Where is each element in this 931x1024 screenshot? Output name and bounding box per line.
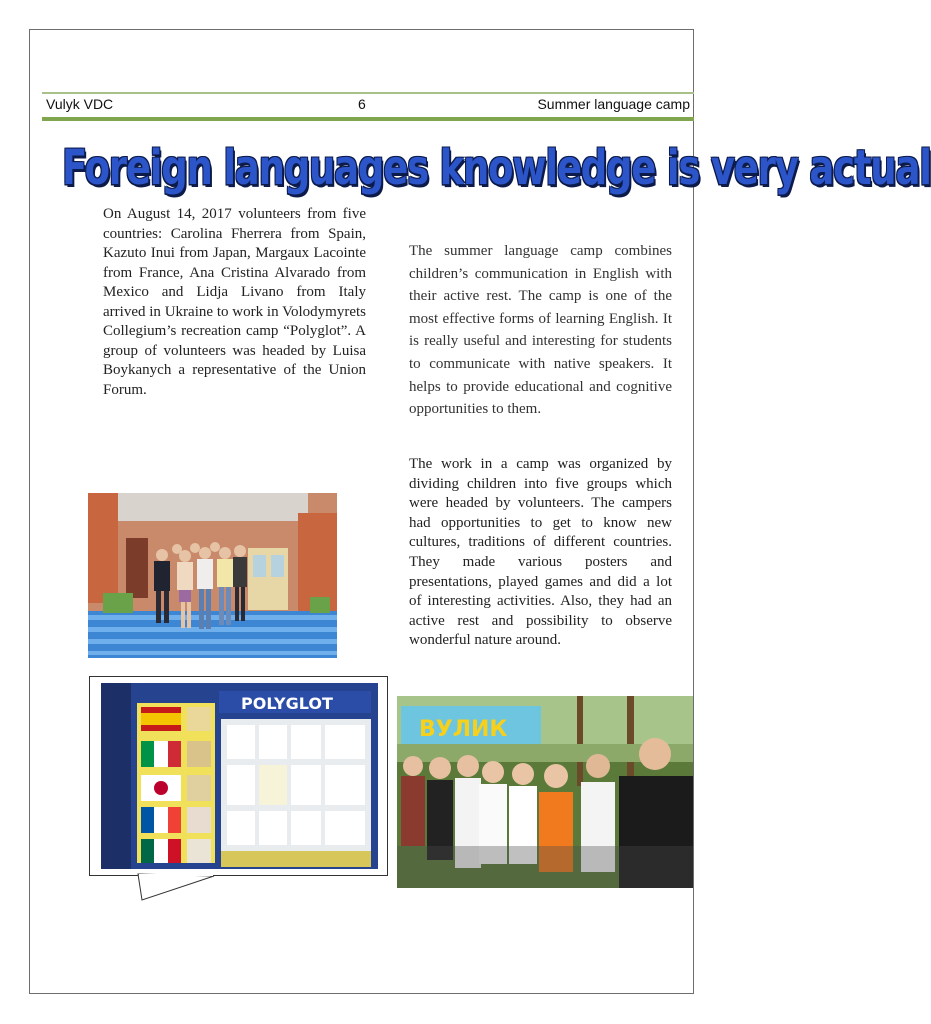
board-sign-text: POLYGLOT [241,694,333,713]
paragraph-intro: On August 14, 2017 volunteers from five countries: Carolina Fherrera from Spain, Kazuto Inui from Japan, Margaux Lacointe from France, Ana Cristina Alvarado from Mexico and Lidja Livano from Italy arrived in Ukraine to work in Volodymyrets Collegium’s recreation camp “Polyglot”. A group of volunteers was headed by Luisa Boykanych a representative of the Union Forum. [103,206,366,398]
callout-pointer [138,874,218,904]
header-publication: Vulyk VDC [46,96,114,112]
header-section: Summer language camp [537,96,690,112]
photo-campers-outdoors [397,696,693,888]
header-page-number: 6 [358,96,366,112]
paragraph-work: The work in a camp was organized by dividing children into five groups which were headed by volunteers. The campers had opportunities to get to know new cultures, traditions of different countries. They made various posters and presentations, played games and did a lot of interesting activities. Also, they had an active rest and possibility to observe wonderful nature around. [409,456,672,649]
photo-polyglot-board [101,683,378,869]
photo-volunteers-on-steps [88,493,337,658]
paragraph-camp: The summer language camp combines children’s communication in English with their active rest. The camp is one of the most effective forms of learning English. It is really useful and interesting for students to communicate with native speakers. It helps to provide educational and cognitive opportunities to them. [409,243,672,418]
article-title: Foreign languages knowledge is very actual [62,140,931,196]
camp-sign-text: ВУЛИК [419,717,508,742]
header-rule-top [42,92,694,94]
header-rule-bottom [42,117,694,121]
